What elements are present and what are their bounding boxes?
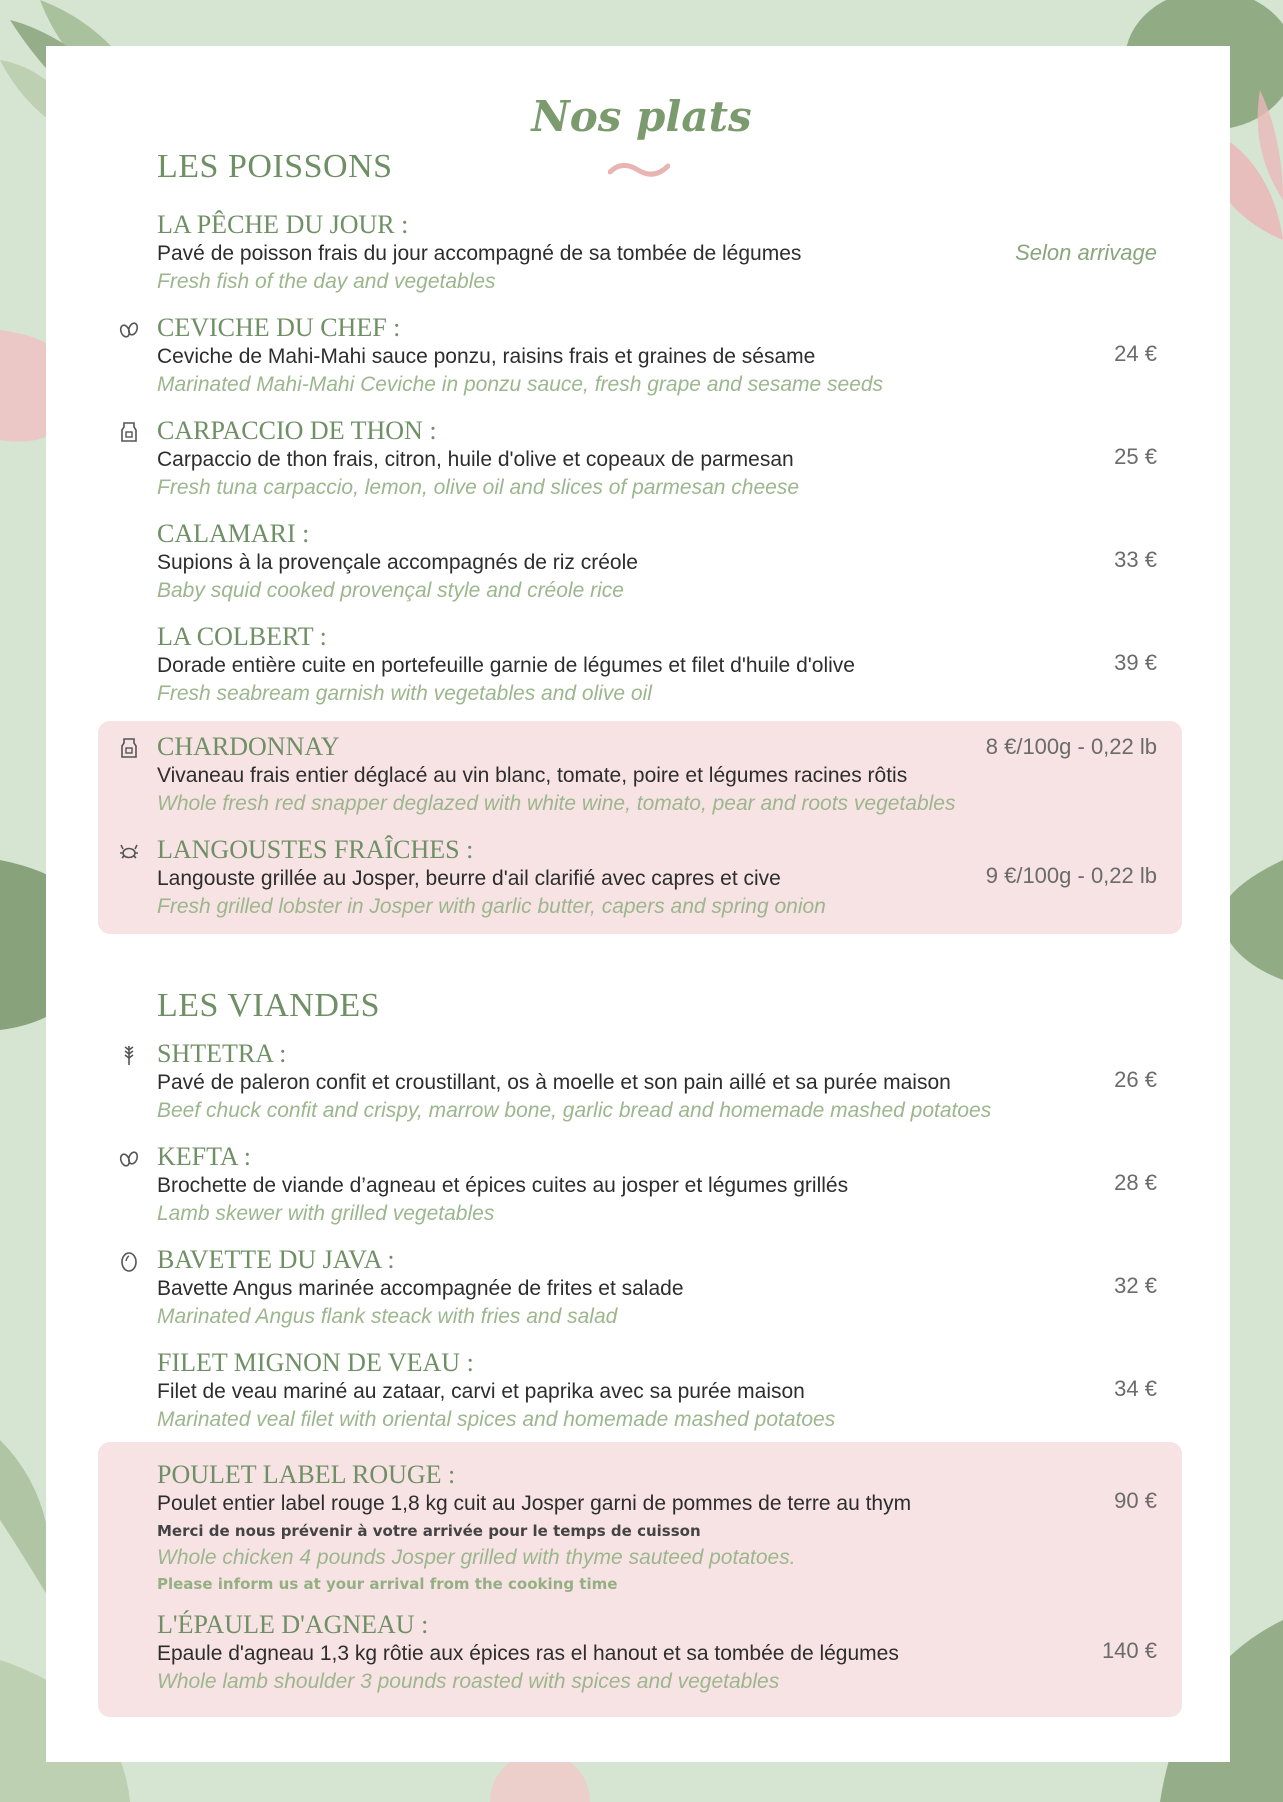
- item-price: 28 €: [1114, 1170, 1157, 1195]
- item-description-en: Fresh grilled lobster in Josper with garlic butter, capers and spring onion: [157, 895, 826, 918]
- item-note-fr: Merci de nous prévenir à votre arrivée pour le temps de cuisson: [157, 1522, 701, 1540]
- item-price: 8 €/100g - 0,22 lb: [985, 734, 1157, 759]
- wheat-icon: [117, 1043, 141, 1067]
- item-description-en: Baby squid cooked provençal style and créole rice: [157, 579, 624, 602]
- item-name: CALAMARI :: [157, 519, 310, 548]
- item-name: CARPACCIO DE THON :: [157, 416, 437, 445]
- menu-item-poulet-label-rouge: [157, 1460, 1157, 1597]
- menu-item-calamari: [157, 519, 1157, 604]
- item-price: 140 €: [1101, 1638, 1157, 1663]
- item-name: LA PÊCHE DU JOUR :: [157, 210, 409, 239]
- item-description-en: Fresh seabream garnish with vegetables and olive oil: [157, 682, 652, 705]
- item-description-en: Marinated Angus flank steack with fries and salad: [157, 1305, 618, 1328]
- item-price: 24 €: [1114, 341, 1157, 366]
- menu-item-peche-du-jour: [157, 210, 1157, 295]
- item-description-en: Fresh tuna carpaccio, lemon, olive oil and slices of parmesan cheese: [157, 476, 799, 499]
- item-description-fr: Brochette de viande d’agneau et épices cuites au josper et légumes grillés: [157, 1174, 849, 1197]
- item-description-fr: Pavé de poisson frais du jour accompagné de sa tombée de légumes: [157, 242, 802, 265]
- item-price: Selon arrivage: [1015, 240, 1157, 265]
- item-description-en: Marinated Mahi-Mahi Ceviche in ponzu sauce, fresh grape and sesame seeds: [157, 373, 884, 396]
- item-description-en: Lamb skewer with grilled vegetables: [157, 1202, 495, 1225]
- item-description-fr: Filet de veau mariné au zataar, carvi et paprika avec sa purée maison: [157, 1380, 805, 1403]
- item-description-en: Marinated veal filet with oriental spices and homemade mashed potatoes: [157, 1408, 836, 1431]
- item-price: 32 €: [1114, 1273, 1157, 1298]
- menu-item-shtetra: [157, 1039, 1157, 1124]
- seeds-icon: [117, 317, 141, 341]
- item-price: 90 €: [1114, 1488, 1157, 1513]
- menu-item-kefta: [157, 1142, 1157, 1227]
- menu-item-chardonnay: [157, 732, 1157, 817]
- title-swash: [608, 158, 670, 180]
- item-price: 25 €: [1114, 444, 1157, 469]
- item-name: BAVETTE DU JAVA :: [157, 1245, 395, 1274]
- section-title-poissons: LES POISSONS: [157, 148, 393, 185]
- section-title-viandes: LES VIANDES: [157, 987, 381, 1024]
- menu-item-la-colbert: [157, 622, 1157, 707]
- item-name: SHTETRA :: [157, 1039, 287, 1068]
- item-description-en: Whole chicken 4 pounds Josper grilled with thyme sauteed potatoes.: [157, 1546, 796, 1569]
- item-description-en: Beef chuck confit and crispy, marrow bone, garlic bread and homemade mashed potatoes: [157, 1099, 992, 1122]
- item-name: KEFTA :: [157, 1142, 251, 1171]
- item-price: 39 €: [1114, 650, 1157, 675]
- item-description-fr: Bavette Angus marinée accompagnée de frites et salade: [157, 1277, 684, 1300]
- item-description-en: Whole lamb shoulder 3 pounds roasted with spices and vegetables: [157, 1670, 780, 1693]
- item-name: LA COLBERT :: [157, 622, 327, 651]
- item-name: POULET LABEL ROUGE :: [157, 1460, 456, 1489]
- item-note-en: Please inform us at your arrival from the cooking time: [157, 1575, 618, 1593]
- item-name: FILET MIGNON DE VEAU :: [157, 1348, 474, 1377]
- item-description-fr: Poulet entier label rouge 1,8 kg cuit au Josper garni de pommes de terre au thym: [157, 1492, 912, 1515]
- item-price: 34 €: [1114, 1376, 1157, 1401]
- menu-item-bavette-du-java: [157, 1245, 1157, 1330]
- item-description-fr: Dorade entière cuite en portefeuille garnie de légumes et filet d'huile d'olive: [157, 654, 855, 677]
- item-name: LANGOUSTES FRAÎCHES :: [157, 835, 474, 864]
- seeds-icon: [117, 1146, 141, 1170]
- page-title: Nos plats: [531, 92, 752, 141]
- item-description-fr: Ceviche de Mahi-Mahi sauce ponzu, raisins frais et graines de sésame: [157, 345, 816, 368]
- milk-icon: [117, 420, 141, 444]
- item-price: 9 €/100g - 0,22 lb: [985, 863, 1157, 888]
- item-description-fr: Supions à la provençale accompagnés de riz créole: [157, 551, 638, 574]
- item-description-fr: Vivaneau frais entier déglacé au vin blanc, tomate, poire et légumes racines rôtis: [157, 764, 908, 787]
- menu-item-langoustes-fraiches: [157, 835, 1157, 920]
- item-price: 26 €: [1114, 1067, 1157, 1092]
- milk-icon: [117, 736, 141, 760]
- menu-item-filet-mignon-de-veau: [157, 1348, 1157, 1433]
- item-description-fr: Epaule d'agneau 1,3 kg rôtie aux épices ras el hanout et sa tombée de légumes: [157, 1642, 899, 1665]
- item-name: CEVICHE DU CHEF :: [157, 313, 401, 342]
- item-description-fr: Langouste grillée au Josper, beurre d'ail clarifié avec capres et cive: [157, 867, 781, 890]
- item-description-fr: Carpaccio de thon frais, citron, huile d'olive et copeaux de parmesan: [157, 448, 794, 471]
- item-description-en: Whole fresh red snapper deglazed with white wine, tomato, pear and roots vegetables: [157, 792, 956, 815]
- menu-item-epaule-d-agneau: [157, 1610, 1157, 1695]
- item-description-en: Fresh fish of the day and vegetables: [157, 270, 496, 293]
- item-name: L'ÉPAULE D'AGNEAU :: [157, 1610, 429, 1639]
- menu-item-ceviche-du-chef: [157, 313, 1157, 398]
- item-price: 33 €: [1114, 547, 1157, 572]
- item-description-fr: Pavé de paleron confit et croustillant, os à moelle et son pain aillé et sa purée maison: [157, 1071, 951, 1094]
- menu-item-carpaccio-de-thon: [157, 416, 1157, 501]
- egg-icon: [117, 1249, 141, 1273]
- item-name: CHARDONNAY: [157, 732, 340, 761]
- crab-icon: [117, 839, 141, 863]
